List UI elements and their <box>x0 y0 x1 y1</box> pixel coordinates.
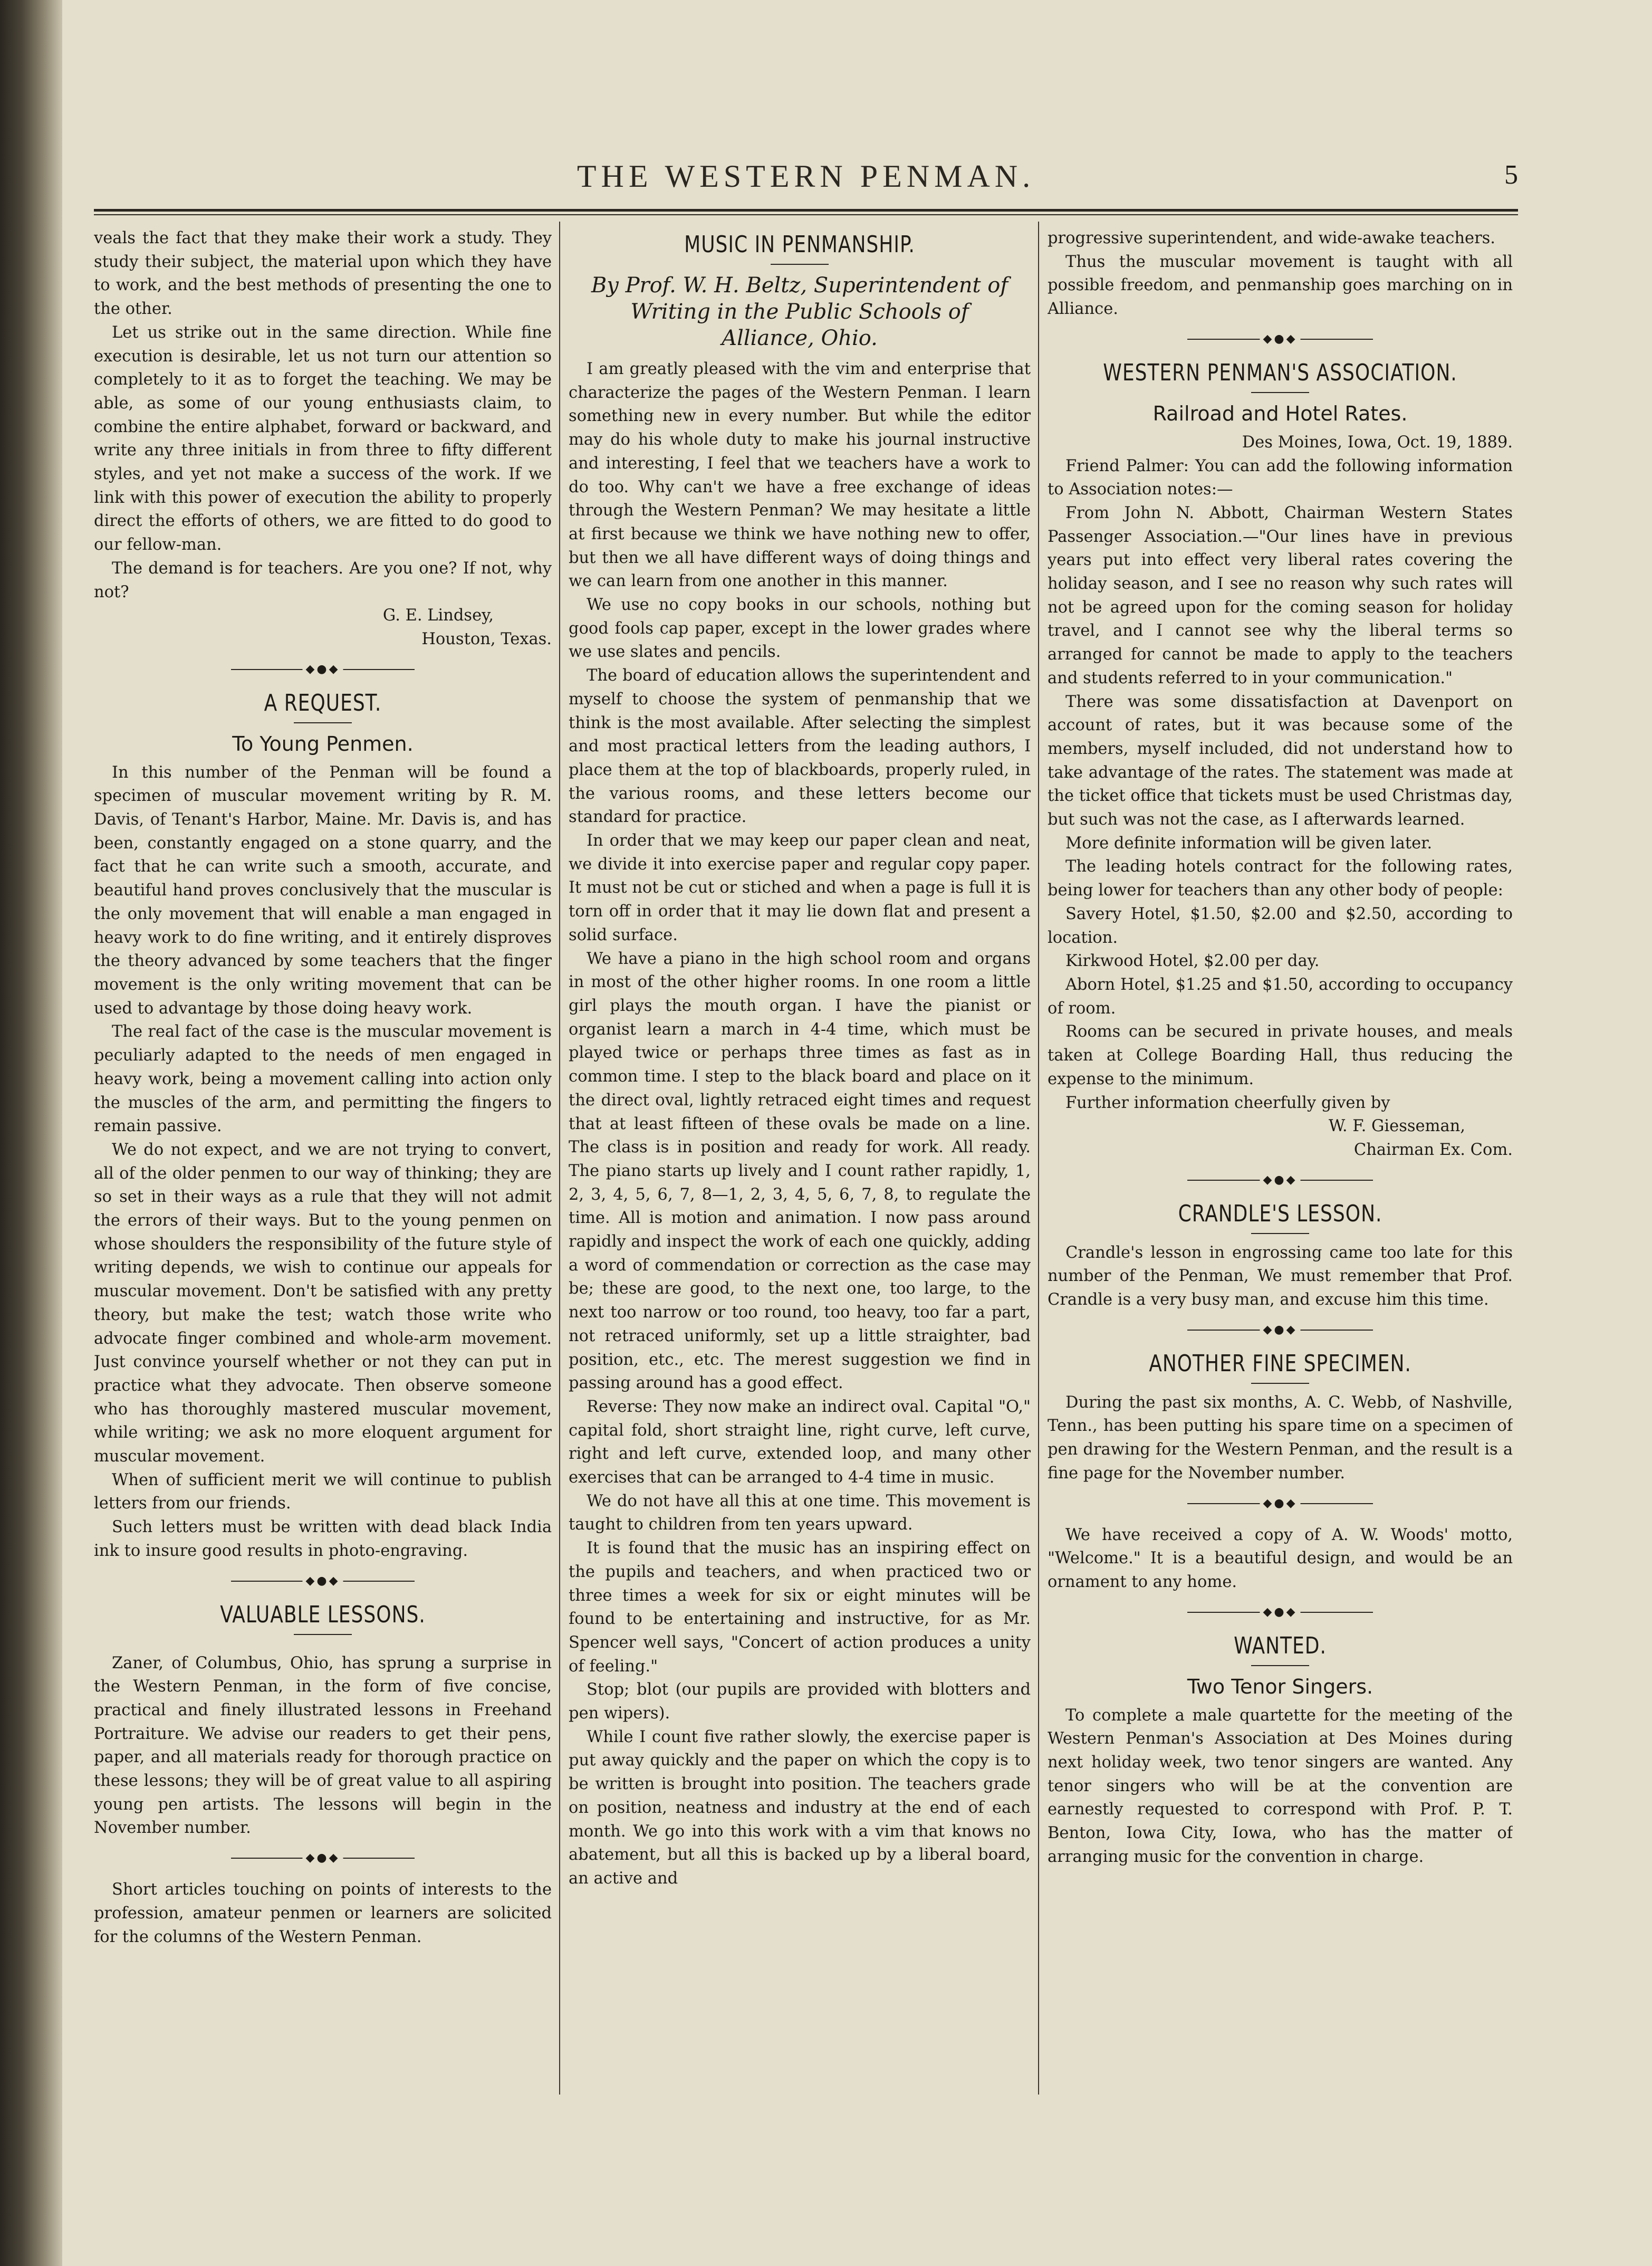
signature-name: W. F. Giesseman, <box>1328 1117 1465 1136</box>
signature-name: G. E. Lindsey, <box>382 606 494 625</box>
section-ornament: ◆●◆ <box>1048 329 1513 350</box>
paragraph: We have received a copy of A. W. Woods' motto, "Welcome." It is a beautiful design, and would be an ornament to any home. <box>1048 1525 1513 1591</box>
section-heading: A REQUEST. <box>264 690 382 716</box>
article-byline: By Prof. W. H. Beltz, Superintendent of Writing in the Public Schools of Alliance, Ohio. <box>591 273 1009 350</box>
paragraph: We have a piano in the high school room and organs in most of the other higher rooms. In one room a little girl plays the mouth organ. I have the pianist or organist learn a march in 4-4 time, which must be played twice or perhaps three times as fast as in common time. I step to the black board and place on it the direct oval, lightly retraced eight times and request that at least fifteen of these ovals be made on a line. The class is in position and ready for work. All ready. The piano starts up lively and I count rather rapidly, 1, 2, 3, 4, 5, 6, 7, 8—1, 2, 3, 4, 5, 6, 7, 8, to regulate the time. All is motion and animation. I now pass around rapidly and inspect the work of each one quickly, adding a word of commendation or correction as the case may be; these are good, to the next one, too large, to the next too narrow or too round, too heavy, too far a part, not retraced uniformly, set up a little straighter, bad position, etc., etc. The merest suggestion we find in passing around has a good effect. <box>569 949 1031 1393</box>
section-heading: VALUABLE LESSONS. <box>220 1601 426 1628</box>
column-1 <box>94 227 552 2253</box>
paragraph: The real fact of the case is the muscular movement is peculiarly adapted to the needs of men engaged in heavy work, being a movement calling into action only the muscles of the arm, and permitting the fingers to remain passive. <box>94 1022 552 1136</box>
paragraph: More definite information will be given later. <box>1065 834 1433 853</box>
column-3 <box>1048 227 1513 2253</box>
column-divider-1 <box>559 222 560 2095</box>
heading-rule <box>771 264 829 265</box>
paragraph: While I count five rather slowly, the exercise paper is put away quickly and the paper on which the copy is to be written is brought into position. The teachers grade on position, neatness and industry at the end of each month. We go into this work with a vim that knows no abatement, but all this is backed up by a liberal board, an active and <box>569 1727 1031 1888</box>
paragraph: Aborn Hotel, $1.25 and $1.50, according to occupancy of room. <box>1048 975 1513 1018</box>
section-heading: ANOTHER FINE SPECIMEN. <box>1149 1350 1411 1377</box>
book-spine-shadow <box>0 0 62 2266</box>
heading-rule <box>294 1634 352 1635</box>
section-ornament: ◆●◆ <box>1048 1493 1513 1514</box>
paragraph: Thus the muscular movement is taught with all possible freedom, and penmanship goes marching on in Alliance. <box>1048 252 1513 319</box>
section-heading: WANTED. <box>1234 1632 1327 1659</box>
paragraph: Kirkwood Hotel, $2.00 per day. <box>1065 952 1320 971</box>
header-rule-thick <box>94 209 1518 212</box>
paragraph: Further information cheerfully given by <box>1065 1093 1390 1112</box>
section-ornament: ◆●◆ <box>94 1571 552 1592</box>
masthead-title: THE WESTERN PENMAN. <box>577 159 1035 194</box>
paragraph: Reverse: They now make an indirect oval. Capital "O," capital fold, short straight line, right curve, left curve, right and left curve, extended loop, and many other exercises that can be arranged to 4-4 time in music. <box>569 1397 1031 1487</box>
paragraph: Short articles touching on points of interests to the profession, amateur penmen or learners are solicited for the columns of the Western Penman. <box>94 1880 552 1946</box>
paragraph: During the past six months, A. C. Webb, of Nashville, Tenn., has been putting his spare time on a specimen of pen drawing for the Western Penman, and the result is a fine page for the November number. <box>1048 1393 1513 1483</box>
paragraph: From John N. Abbott, Chairman Western States Passenger Association.—"Our lines have in previous years put into effect very liberal rates covering the holiday season, and I see no reason why such rates will not be agreed upon for the coming season for holiday travel, and I cannot see why the liberal terms so arranged for cannot be made to apply to the teachers and students referred to in your communication." <box>1048 503 1513 687</box>
section-ornament: ◆●◆ <box>1048 1602 1513 1623</box>
section-subheading: Railroad and Hotel Rates. <box>1152 401 1408 425</box>
signature-place: Houston, Texas. <box>421 629 552 648</box>
signature-title: Chairman Ex. Com. <box>1353 1140 1513 1159</box>
paragraph: Crandle's lesson in engrossing came too late for this number of the Penman, We must remember that Prof. Crandle is a very busy man, and excuse him this time. <box>1048 1243 1513 1309</box>
paragraph: Stop; blot (our pupils are provided with blotters and pen wipers). <box>569 1680 1031 1723</box>
paragraph: There was some dissatisfaction at Davenport on account of rates, but it was because some of the members, myself included, did not understand how to take advantage of the rates. The statement was made at the ticket office that tickets must be used Christmas day, but such was not the case, as I afterwards learned. <box>1048 692 1513 829</box>
section-ornament: ◆●◆ <box>94 659 552 680</box>
paragraph: I am greatly pleased with the vim and enterprise that characterize the pages of the Western Penman. I learn something new in every number. But while the editor may do his whole duty to make his journal instructive and interesting, I feel that we teachers have a work to do too. Why can't we have a free exchange of ideas through the Western Penman? We may hesitate a little at first because we think we have nothing new to offer, but then we all have different ways of doing things and we can learn from one another in this manner. <box>569 360 1031 591</box>
paragraph: Such letters must be written with dead black India ink to insure good results in photo-engraving. <box>94 1518 552 1560</box>
section-heading: CRANDLE'S LESSON. <box>1178 1200 1382 1227</box>
paragraph: progressive superintendent, and wide-awake teachers. <box>1048 229 1495 247</box>
paragraph: The leading hotels contract for the following rates, being lower for teachers than any other body of people: <box>1048 857 1513 900</box>
header-rule-thin <box>94 214 1518 215</box>
section-subheading: To Young Penmen. <box>232 732 414 756</box>
paragraph: veals the fact that they make their work a study. They study their subject, the material upon which they have to work, and the best methods of presenting the one to the other. <box>94 229 552 319</box>
column-2 <box>569 227 1031 2253</box>
paragraph: To complete a male quartette for the meeting of the Western Penman's Association at Des Moines during next holiday week, two tenor singers are wanted. Any tenor singers who will be at the convention are earnestly requested to correspond with Prof. P. T. Benton, Iowa City, Iowa, who has the matter of arranging music for the convention in charge. <box>1048 1706 1513 1866</box>
heading-rule <box>1251 1233 1309 1234</box>
article-heading: MUSIC IN PENMANSHIP. <box>684 232 915 258</box>
paragraph: The demand is for teachers. Are you one? If not, why not? <box>94 559 552 601</box>
paragraph: In this number of the Penman will be found a specimen of muscular movement writing by R. M. Davis, of Tenant's Harbor, Maine. Mr. Davis is, and has been, constantly engaged on a stone quarry, and the fact that he can write such a smooth, accurate, and beautiful hand proves conclusively that the muscular is the only movement that will enable a man engaged in heavy work to do fine writing, and it entirely disproves the theory advanced by some teachers that the finger movement is the only writing movement that can be used to advantage by those doing heavy work. <box>94 763 552 1018</box>
paragraph: We use no copy books in our schools, nothing but good fools cap paper, except in the lower grades where we use slates and pencils. <box>569 596 1031 662</box>
paragraph: We do not expect, and we are not trying to convert, all of the older penmen to our way of thinking; they are so set in their ways as a rule that they will not admit the errors of their ways. But to the young penmen on whose shoulders the responsibility of the future style of writing depends, we wish to continue our appeals for muscular movement. Don't be satisfied with any pretty theory, but make the test; watch those write who advocate finger combined and whole-arm movement. Just convince yourself whether or not they can put in practice what they advocate. Then observe someone who has thoroughly mastered muscular movement, while writing; we ask no more eloquent argument for muscular movement. <box>94 1140 552 1466</box>
paragraph: Zaner, of Columbus, Ohio, has sprung a surprise in the Western Penman, in the form of five concise, practical and finely illustrated lessons in Freehand Portraiture. We advise our readers to get their pens, paper, and all materials ready for thorough practice on these lessons; they will be of great value to all aspiring young pen artists. The lessons will begin in the November number. <box>94 1653 552 1838</box>
paragraph: When of sufficient merit we will continue to publish letters from our friends. <box>94 1470 552 1513</box>
paragraph: It is found that the music has an inspiring effect on the pupils and teachers, and when practiced two or three times a week for six or eight minutes will be found to be entertaining and instructive, for as Mr. Spencer well says, "Concert of action produces a unity of feeling." <box>569 1539 1031 1676</box>
page-number: 5 <box>1504 160 1518 190</box>
paragraph: Rooms can be secured in private houses, and meals taken at College Boarding Hall, thus reducing the expense to the minimum. <box>1048 1022 1513 1088</box>
paragraph: We do not have all this at one time. This movement is taught to children from ten years upward. <box>569 1491 1031 1534</box>
section-subheading: Two Tenor Singers. <box>1187 1675 1374 1698</box>
section-ornament: ◆●◆ <box>94 1848 552 1869</box>
paragraph: Let us strike out in the same direction. While fine execution is desirable, let us not turn our attention so completely to it as to forget the teaching. We may be able, as some of our young enthusiasts claim, to combine the entire alphabet, forward or backward, and write any three initials in from three to fifty different styles, and yet not make a success of the work. If we link with this power of execution the ability to properly direct the efforts of others, we are fitted to do good to our fellow-man. <box>94 323 552 554</box>
heading-rule <box>1251 1383 1309 1384</box>
heading-rule <box>294 722 352 723</box>
heading-rule <box>1251 1665 1309 1666</box>
paragraph: The board of education allows the superintendent and myself to choose the system of penmanship that we think is the most available. After selecting the simplest and most practical letters from the leading authors, I place them at the top of blackboards, properly ruled, in the various rooms, and these letters become our standard for practice. <box>569 666 1031 827</box>
paragraph: Savery Hotel, $1.50, $2.00 and $2.50, according to location. <box>1048 904 1513 947</box>
column-divider-2 <box>1038 222 1039 2095</box>
paragraph: In order that we may keep our paper clean and neat, we divide it into exercise paper and regular copy paper. It must not be cut or stiched and when a page is full it is torn off in order that it may lie down flat and present a solid surface. <box>569 831 1031 944</box>
dateline: Des Moines, Iowa, Oct. 19, 1889. <box>1242 433 1513 452</box>
section-heading: WESTERN PENMAN'S ASSOCIATION. <box>1103 359 1457 386</box>
section-ornament: ◆●◆ <box>1048 1170 1513 1191</box>
salutation: Friend Palmer: You can add the following information to Association notes:— <box>1048 456 1513 499</box>
page-header <box>94 158 1518 206</box>
section-ornament: ◆●◆ <box>1048 1320 1513 1341</box>
heading-rule <box>1251 392 1309 393</box>
